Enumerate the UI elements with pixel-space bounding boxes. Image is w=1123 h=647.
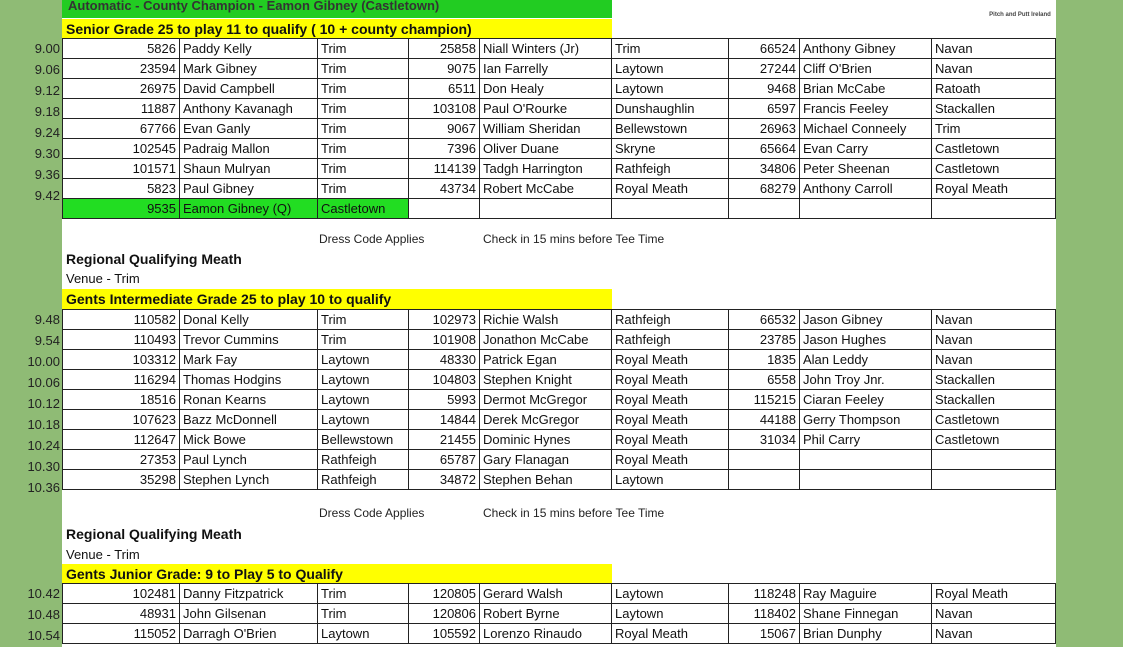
member-number: 14844 <box>409 410 480 430</box>
intermediate-heading: Regional Qualifying Meath <box>66 251 242 267</box>
club-name: Laytown <box>612 470 729 490</box>
club-name: Laytown <box>612 59 729 79</box>
table-row <box>63 159 1056 179</box>
tee-time: 9.06 <box>34 62 60 77</box>
club-name: Laytown <box>318 350 409 370</box>
member-number: 101571 <box>63 159 180 179</box>
player-name: Jonathon McCabe <box>480 330 612 350</box>
member-number: 35298 <box>63 470 180 490</box>
club-name: Royal Meath <box>612 370 729 390</box>
club-name: Navan <box>932 59 1056 79</box>
club-name: Royal Meath <box>612 450 729 470</box>
club-name: Royal Meath <box>932 179 1056 199</box>
player-name: Derek McGregor <box>480 410 612 430</box>
club-name: Stackallen <box>932 370 1056 390</box>
member-number: 65664 <box>729 139 800 159</box>
member-number: 116294 <box>63 370 180 390</box>
club-name: Royal Meath <box>612 350 729 370</box>
player-name: Lorenzo Rinaudo <box>480 624 612 644</box>
club-name: Trim <box>318 604 409 624</box>
member-number: 5826 <box>63 39 180 59</box>
table-row <box>63 199 1056 219</box>
club-name: Trim <box>318 330 409 350</box>
member-number: 48931 <box>63 604 180 624</box>
table-row <box>63 470 1056 490</box>
player-name: Cliff O'Brien <box>800 59 932 79</box>
tee-time: 9.18 <box>34 104 60 119</box>
table-row <box>63 39 1056 59</box>
player-name: Eamon Gibney (Q) <box>180 199 318 219</box>
club-name: Rathfeigh <box>612 330 729 350</box>
player-name: Evan Ganly <box>180 119 318 139</box>
table-row <box>63 119 1056 139</box>
member-number: 21455 <box>409 430 480 450</box>
player-name: Gary Flanagan <box>480 450 612 470</box>
player-name: Gerry Thompson <box>800 410 932 430</box>
player-name: Danny Fitzpatrick <box>180 584 318 604</box>
club-name: Navan <box>932 604 1056 624</box>
member-number: 107623 <box>63 410 180 430</box>
member-number: 102481 <box>63 584 180 604</box>
table-row <box>63 624 1056 644</box>
member-number: 6597 <box>729 99 800 119</box>
club-name: Navan <box>932 310 1056 330</box>
player-name: Ciaran Feeley <box>800 390 932 410</box>
club-name: Castletown <box>932 139 1056 159</box>
member-number: 6558 <box>729 370 800 390</box>
player-name <box>800 450 932 470</box>
club-name: Ratoath <box>932 79 1056 99</box>
dress-code-note-2: Dress Code Applies <box>319 506 425 520</box>
club-name: Trim <box>318 179 409 199</box>
club-name: Rathfeigh <box>612 159 729 179</box>
player-name: Niall Winters (Jr) <box>480 39 612 59</box>
club-name: Trim <box>318 59 409 79</box>
player-name: Paddy Kelly <box>180 39 318 59</box>
player-name: Gerard Walsh <box>480 584 612 604</box>
junior-draw-table <box>62 583 1056 644</box>
table-row <box>63 390 1056 410</box>
member-number: 9468 <box>729 79 800 99</box>
check-in-note-2: Check in 15 mins before Tee Time <box>483 506 665 520</box>
member-number: 11887 <box>63 99 180 119</box>
player-name: Shaun Mulryan <box>180 159 318 179</box>
club-name: Royal Meath <box>612 410 729 430</box>
member-number: 102973 <box>409 310 480 330</box>
member-number: 1835 <box>729 350 800 370</box>
intermediate-venue: Venue - Trim <box>66 271 140 286</box>
member-number: 44188 <box>729 410 800 430</box>
club-name: Navan <box>932 330 1056 350</box>
player-name: Jason Hughes <box>800 330 932 350</box>
player-name: Trevor Cummins <box>180 330 318 350</box>
player-name: Evan Carry <box>800 139 932 159</box>
player-name: Richie Walsh <box>480 310 612 330</box>
player-name: Alan Leddy <box>800 350 932 370</box>
club-name: Rathfeigh <box>318 470 409 490</box>
club-name: Laytown <box>612 604 729 624</box>
member-number: 7396 <box>409 139 480 159</box>
member-number: 43734 <box>409 179 480 199</box>
club-name: Royal Meath <box>932 584 1056 604</box>
club-name: Trim <box>318 79 409 99</box>
club-name: Navan <box>932 624 1056 644</box>
member-number: 68279 <box>729 179 800 199</box>
player-name: William Sheridan <box>480 119 612 139</box>
member-number: 120806 <box>409 604 480 624</box>
player-name: Paul Lynch <box>180 450 318 470</box>
player-name: John Gilsenan <box>180 604 318 624</box>
player-name: Paul O'Rourke <box>480 99 612 119</box>
junior-venue: Venue - Trim <box>66 547 140 562</box>
senior-grade-title: Senior Grade 25 to play 11 to qualify ( 10 + county champion) <box>62 19 612 39</box>
member-number: 101908 <box>409 330 480 350</box>
player-name: Stephen Lynch <box>180 470 318 490</box>
county-champion-strip: Automatic - County Champion - Eamon Gibney (Castletown) <box>62 0 612 18</box>
member-number: 48330 <box>409 350 480 370</box>
table-row <box>63 604 1056 624</box>
club-name: Castletown <box>932 430 1056 450</box>
member-number: 114139 <box>409 159 480 179</box>
member-number: 115052 <box>63 624 180 644</box>
tee-time: 9.30 <box>34 146 60 161</box>
member-number: 102545 <box>63 139 180 159</box>
member-number: 67766 <box>63 119 180 139</box>
player-name: Francis Feeley <box>800 99 932 119</box>
player-name: Thomas Hodgins <box>180 370 318 390</box>
player-name <box>800 199 932 219</box>
club-name: Skryne <box>612 139 729 159</box>
club-name: Laytown <box>318 624 409 644</box>
junior-heading: Regional Qualifying Meath <box>66 526 242 542</box>
table-row <box>63 59 1056 79</box>
club-name: Trim <box>318 310 409 330</box>
club-name: Trim <box>318 119 409 139</box>
member-number: 66524 <box>729 39 800 59</box>
table-row <box>63 584 1056 604</box>
player-name: Anthony Kavanagh <box>180 99 318 119</box>
club-name: Stackallen <box>932 99 1056 119</box>
check-in-note: Check in 15 mins before Tee Time <box>483 232 665 246</box>
tee-time: 10.36 <box>27 480 60 495</box>
club-name: Castletown <box>932 159 1056 179</box>
tee-time: 10.42 <box>27 586 60 601</box>
member-number: 34872 <box>409 470 480 490</box>
club-name: Royal Meath <box>612 179 729 199</box>
senior-draw-table <box>62 38 1056 219</box>
player-name: Ronan Kearns <box>180 390 318 410</box>
player-name: Robert Byrne <box>480 604 612 624</box>
member-number: 15067 <box>729 624 800 644</box>
player-name: Michael Conneely <box>800 119 932 139</box>
member-number: 118248 <box>729 584 800 604</box>
player-name: Jason Gibney <box>800 310 932 330</box>
tee-time: 10.30 <box>27 459 60 474</box>
player-name: Peter Sheenan <box>800 159 932 179</box>
table-row <box>63 139 1056 159</box>
member-number: 110582 <box>63 310 180 330</box>
club-name: Royal Meath <box>612 430 729 450</box>
player-name: Donal Kelly <box>180 310 318 330</box>
club-name: Navan <box>932 350 1056 370</box>
player-name: Patrick Egan <box>480 350 612 370</box>
member-number: 110493 <box>63 330 180 350</box>
club-name: Bellewstown <box>318 430 409 450</box>
dress-code-note: Dress Code Applies <box>319 232 425 246</box>
table-row <box>63 350 1056 370</box>
tee-time: 9.48 <box>34 312 60 327</box>
tee-time: 9.24 <box>34 125 60 140</box>
player-name: Mark Fay <box>180 350 318 370</box>
player-name: Stephen Behan <box>480 470 612 490</box>
member-number: 31034 <box>729 430 800 450</box>
member-number: 103312 <box>63 350 180 370</box>
player-name: Brian Dunphy <box>800 624 932 644</box>
club-name <box>932 450 1056 470</box>
table-row <box>63 450 1056 470</box>
member-number: 120805 <box>409 584 480 604</box>
player-name: Tadgh Harrington <box>480 159 612 179</box>
player-name <box>800 470 932 490</box>
club-name: Castletown <box>932 410 1056 430</box>
table-row <box>63 79 1056 99</box>
tee-time: 10.06 <box>27 375 60 390</box>
club-name: Trim <box>932 119 1056 139</box>
tee-time: 10.48 <box>27 607 60 622</box>
table-row <box>63 410 1056 430</box>
club-name: Trim <box>318 99 409 119</box>
club-name: Castletown <box>318 199 409 219</box>
member-number <box>729 199 800 219</box>
club-name: Royal Meath <box>612 390 729 410</box>
tee-time: 10.00 <box>27 354 60 369</box>
member-number: 105592 <box>409 624 480 644</box>
tee-time: 10.12 <box>27 396 60 411</box>
player-name: Paul Gibney <box>180 179 318 199</box>
player-name: Bazz McDonnell <box>180 410 318 430</box>
tee-time: 9.36 <box>34 167 60 182</box>
tee-time: 9.54 <box>34 333 60 348</box>
member-number: 118402 <box>729 604 800 624</box>
member-number: 9075 <box>409 59 480 79</box>
club-name: Rathfeigh <box>612 310 729 330</box>
club-name: Rathfeigh <box>318 450 409 470</box>
club-name: Royal Meath <box>612 624 729 644</box>
club-name: Trim <box>318 139 409 159</box>
club-name: Bellewstown <box>612 119 729 139</box>
member-number: 65787 <box>409 450 480 470</box>
table-row <box>63 430 1056 450</box>
club-name: Laytown <box>318 410 409 430</box>
club-name: Navan <box>932 39 1056 59</box>
member-number: 18516 <box>63 390 180 410</box>
club-name: Dunshaughlin <box>612 99 729 119</box>
table-row <box>63 330 1056 350</box>
member-number: 25858 <box>409 39 480 59</box>
club-name: Trim <box>318 159 409 179</box>
player-name: Anthony Carroll <box>800 179 932 199</box>
player-name: Darragh O'Brien <box>180 624 318 644</box>
club-name <box>932 470 1056 490</box>
member-number: 103108 <box>409 99 480 119</box>
intermediate-grade-title: Gents Intermediate Grade 25 to play 10 to qualify <box>62 289 612 309</box>
member-number: 23785 <box>729 330 800 350</box>
member-number: 27353 <box>63 450 180 470</box>
club-name: Stackallen <box>932 390 1056 410</box>
player-name: Ian Farrelly <box>480 59 612 79</box>
member-number <box>729 470 800 490</box>
player-name: Brian McCabe <box>800 79 932 99</box>
player-name <box>480 199 612 219</box>
player-name: Dominic Hynes <box>480 430 612 450</box>
member-number: 9535 <box>63 199 180 219</box>
club-name: Trim <box>318 584 409 604</box>
club-name <box>612 199 729 219</box>
player-name: Shane Finnegan <box>800 604 932 624</box>
player-name: Robert McCabe <box>480 179 612 199</box>
club-name: Laytown <box>612 79 729 99</box>
tee-time: 9.00 <box>34 41 60 56</box>
player-name: Oliver Duane <box>480 139 612 159</box>
player-name: Phil Carry <box>800 430 932 450</box>
player-name: Dermot McGregor <box>480 390 612 410</box>
member-number: 5823 <box>63 179 180 199</box>
member-number: 26963 <box>729 119 800 139</box>
member-number <box>409 199 480 219</box>
player-name: Ray Maguire <box>800 584 932 604</box>
player-name: Padraig Mallon <box>180 139 318 159</box>
member-number <box>729 450 800 470</box>
tee-time: 10.54 <box>27 628 60 643</box>
table-row <box>63 370 1056 390</box>
member-number: 9067 <box>409 119 480 139</box>
player-name: David Campbell <box>180 79 318 99</box>
player-name: Mick Bowe <box>180 430 318 450</box>
player-name: Stephen Knight <box>480 370 612 390</box>
intermediate-draw-table <box>62 309 1056 490</box>
club-name: Trim <box>612 39 729 59</box>
member-number: 27244 <box>729 59 800 79</box>
player-name: Anthony Gibney <box>800 39 932 59</box>
club-name: Laytown <box>318 370 409 390</box>
pitch-and-putt-logo: Pitch and Putt Ireland <box>989 12 1051 18</box>
tee-time: 9.12 <box>34 83 60 98</box>
table-row <box>63 179 1056 199</box>
tee-time: 10.18 <box>27 417 60 432</box>
club-name <box>932 199 1056 219</box>
member-number: 66532 <box>729 310 800 330</box>
member-number: 26975 <box>63 79 180 99</box>
member-number: 34806 <box>729 159 800 179</box>
player-name: Don Healy <box>480 79 612 99</box>
club-name: Trim <box>318 39 409 59</box>
club-name: Laytown <box>612 584 729 604</box>
member-number: 104803 <box>409 370 480 390</box>
club-name: Laytown <box>318 390 409 410</box>
member-number: 23594 <box>63 59 180 79</box>
tee-time: 10.24 <box>27 438 60 453</box>
table-row <box>63 99 1056 119</box>
player-name: John Troy Jnr. <box>800 370 932 390</box>
member-number: 115215 <box>729 390 800 410</box>
member-number: 112647 <box>63 430 180 450</box>
junior-grade-title: Gents Junior Grade: 9 to Play 5 to Qualify <box>62 564 612 584</box>
member-number: 5993 <box>409 390 480 410</box>
table-row <box>63 310 1056 330</box>
player-name: Mark Gibney <box>180 59 318 79</box>
member-number: 6511 <box>409 79 480 99</box>
tee-time: 9.42 <box>34 188 60 203</box>
